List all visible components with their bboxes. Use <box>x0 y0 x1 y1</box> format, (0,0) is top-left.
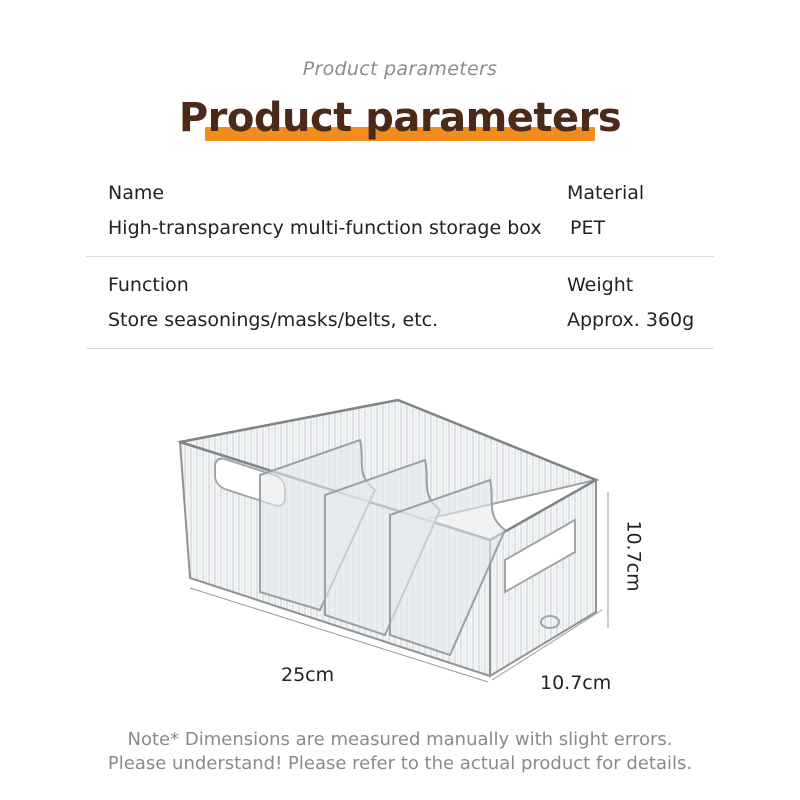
param-label-function: Function <box>108 274 189 296</box>
page-title: Product parameters <box>178 95 622 141</box>
param-value-weight: Approx. 360g <box>567 309 695 331</box>
param-row-function-weight <box>86 256 714 349</box>
transparent-storage-box-image <box>160 380 640 720</box>
param-label-name: Name <box>108 182 165 204</box>
disclaimer-note <box>0 728 800 776</box>
dimension-width-label: 10.7cm <box>540 672 612 694</box>
param-value-name: High-transparency multi-function storage box <box>108 217 542 239</box>
note-line-2: Please understand! Please refer to the actual product for details. <box>107 753 693 774</box>
note-line-1: Note* Dimensions are measured manually with slight errors. <box>127 729 673 750</box>
param-value-material: PET <box>570 217 606 239</box>
param-label-material: Material <box>567 182 645 204</box>
section-subtitle: Product parameters <box>302 58 498 80</box>
title-container <box>0 92 800 144</box>
dimension-length-label: 25cm <box>281 664 335 686</box>
param-row-name-material <box>86 164 714 257</box>
param-label-weight: Weight <box>567 274 634 296</box>
dimension-height-label: 10.7cm <box>622 520 645 592</box>
param-value-function: Store seasonings/masks/belts, etc. <box>108 309 439 331</box>
